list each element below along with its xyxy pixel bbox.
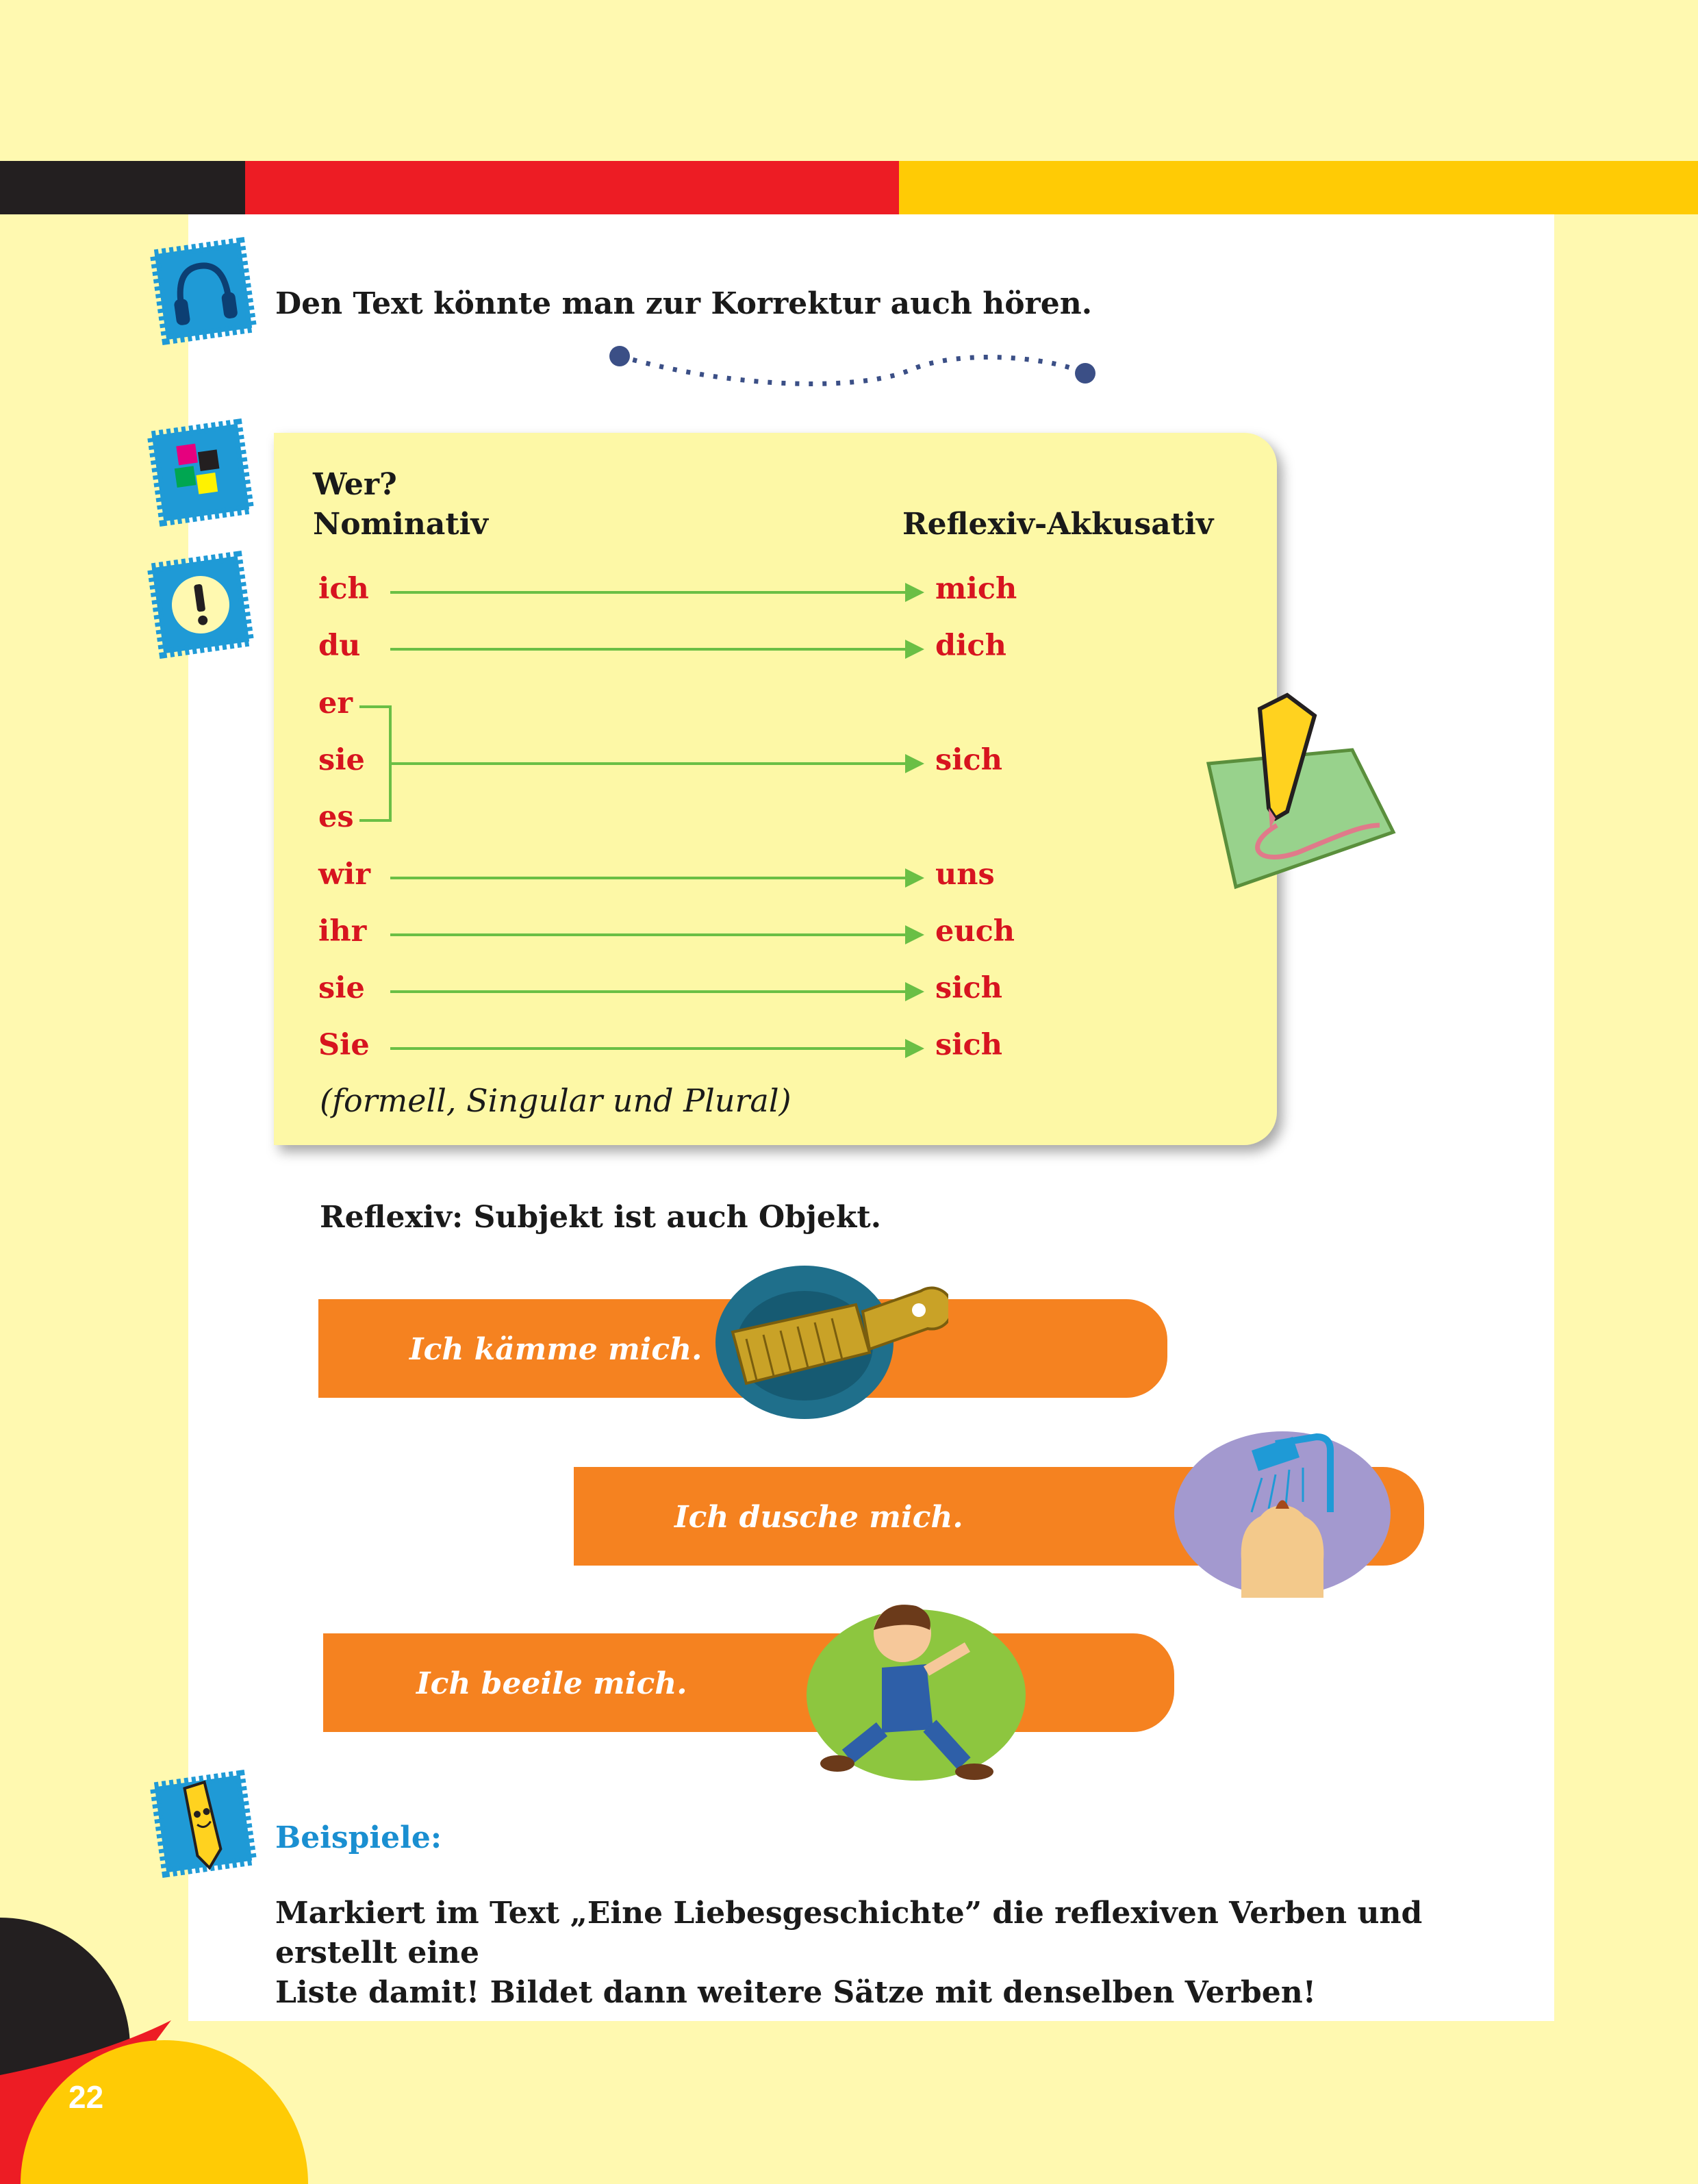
- reflexive-dich: dich: [935, 629, 1006, 663]
- reflexive-rule: Reflexiv: Subjekt ist auch Objekt.: [320, 1200, 882, 1235]
- task-line-2: Liste damit! Bildet dann weitere Sätze mit denselben Verben!: [275, 1975, 1317, 2010]
- task-line-1: Markiert im Text „Eine Liebesgeschichte” die reflexiven Verben und erstellt eine: [275, 1896, 1423, 1970]
- header-wer: Wer?: [313, 467, 397, 502]
- pronoun-es: es: [318, 800, 354, 834]
- pronoun-ich: ich: [318, 572, 369, 606]
- listen-instruction: Den Text könnte man zur Korrektur auch hören.: [275, 286, 1093, 321]
- task-text: [275, 1894, 1542, 2013]
- corner-decoration: [0, 1849, 322, 2184]
- reflexive-mich: mich: [935, 572, 1017, 606]
- reflexive-sich-formal: sich: [935, 1028, 1002, 1062]
- reflexive-sich-plural: sich: [935, 971, 1002, 1005]
- pronoun-ihr: ihr: [318, 914, 367, 949]
- header-reflexiv-akkusativ: Reflexiv-Akkusativ: [902, 507, 1214, 542]
- reflexive-sich: sich: [935, 743, 1002, 777]
- formal-note: (formell, Singular und Plural): [320, 1082, 791, 1119]
- example-text-1: Ich kämme mich.: [409, 1332, 702, 1367]
- reflexive-uns: uns: [935, 857, 995, 892]
- page-number: 22: [68, 2079, 104, 2115]
- pronoun-sie-plural: sie: [318, 971, 365, 1005]
- pronoun-du: du: [318, 629, 361, 663]
- header-nominativ: Nominativ: [313, 507, 488, 542]
- running-boy-icon: [807, 1592, 1032, 1791]
- beispiele-heading: Beispiele:: [275, 1820, 442, 1855]
- example-text-3: Ich beeile mich.: [416, 1666, 687, 1701]
- comb-icon: [715, 1264, 948, 1421]
- pronoun-wir: wir: [318, 857, 371, 892]
- reflexive-euch: euch: [935, 914, 1015, 949]
- pencil-paper-icon: [1195, 688, 1400, 894]
- pronoun-sie-formal: Sie: [318, 1028, 370, 1062]
- pronoun-sie: sie: [318, 743, 365, 777]
- example-text-2: Ich dusche mich.: [674, 1500, 963, 1535]
- pronoun-er: er: [318, 686, 353, 720]
- shower-icon: [1173, 1430, 1392, 1598]
